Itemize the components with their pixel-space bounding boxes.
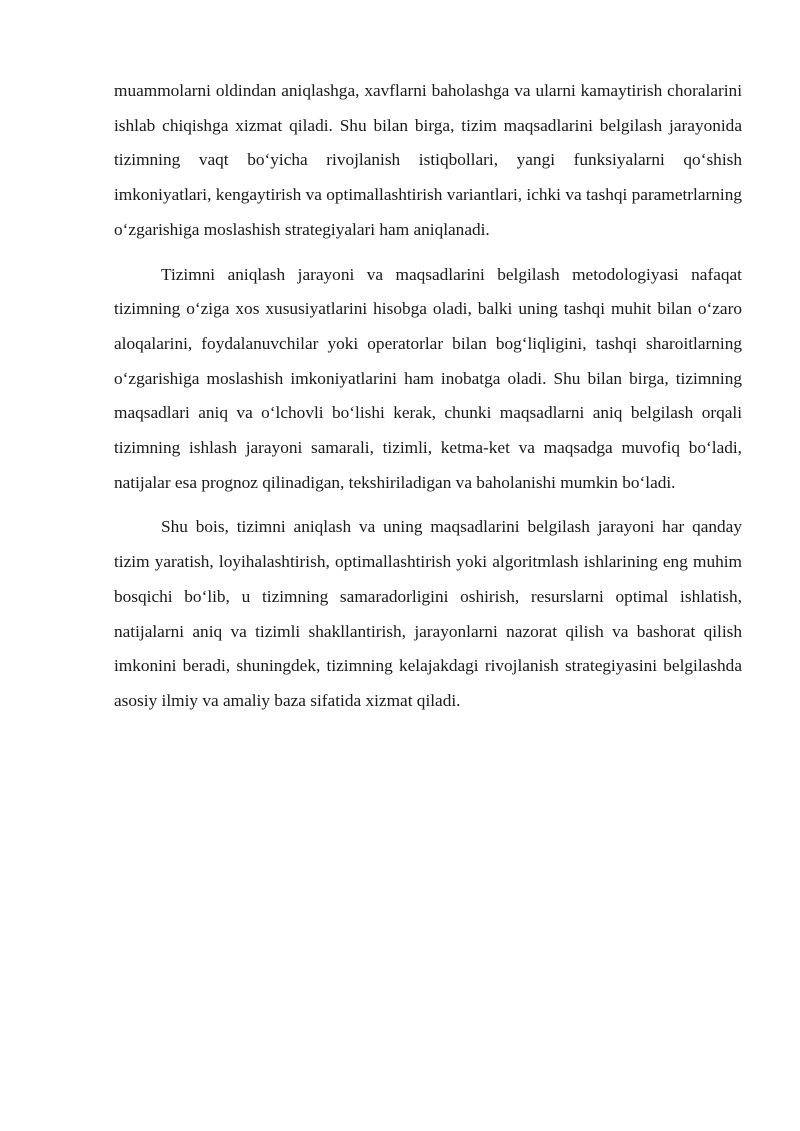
paragraph: Shu bois, tizimni aniqlash va uning maqsadlarini belgilash jarayoni har qanday tizim yaratish, loyihalashtirish, optimallashtirish yoki algoritmlash ishlarining eng muhim bosqichi bo‘lib, u tizimning samaradorligini oshirish, resurslarni optimal ishlatish, natijalarni aniq va tizimli shakllantirish, jarayonlarni nazorat qilish va bashorat qilish imkonini beradi, shuningdek, tizimning kelajakdagi rivojlanish strategiyasini belgilashda asosiy ilmiy va amaliy baza sifatida xizmat qiladi. (114, 517, 742, 710)
body-text (114, 74, 742, 729)
paragraph-continued: muammolarni oldindan aniqlashga, xavflarni baholashga va ularni kamaytirish choralarini ishlab chiqishga xizmat qiladi. Shu bilan birga, tizim maqsadlarini belgilash jarayonida tizimning vaqt bo‘yicha rivojlanish istiqbollari, yangi funksiyalarni qo‘shish imkoniyatlari, kengaytirish va optimallashtirish variantlari, ichki va tashqi parametrlarning o‘zgarishiga moslashish strategiyalari ham aniqlanadi. (114, 81, 742, 239)
paragraph: Tizimni aniqlash jarayoni va maqsadlarini belgilash metodologiyasi nafaqat tizimning o‘ziga xos xususiyatlarini hisobga oladi, balki uning tashqi muhit bilan o‘zaro aloqalarini, foydalanuvchilar yoki operatorlar bilan bog‘liqligini, tashqi sharoitlarning o‘zgarishiga moslashish imkoniyatlarini ham inobatga oladi. Shu bilan birga, tizimning maqsadlari aniq va o‘lchovli bo‘lishi kerak, chunki maqsadlarni aniq belgilash orqali tizimning ishlash jarayoni samarali, tizimli, ketma-ket va maqsadga muvofiq bo‘ladi, natijalar esa prognoz qilinadigan, tekshiriladigan va baholanishi mumkin bo‘ladi. (114, 264, 742, 492)
